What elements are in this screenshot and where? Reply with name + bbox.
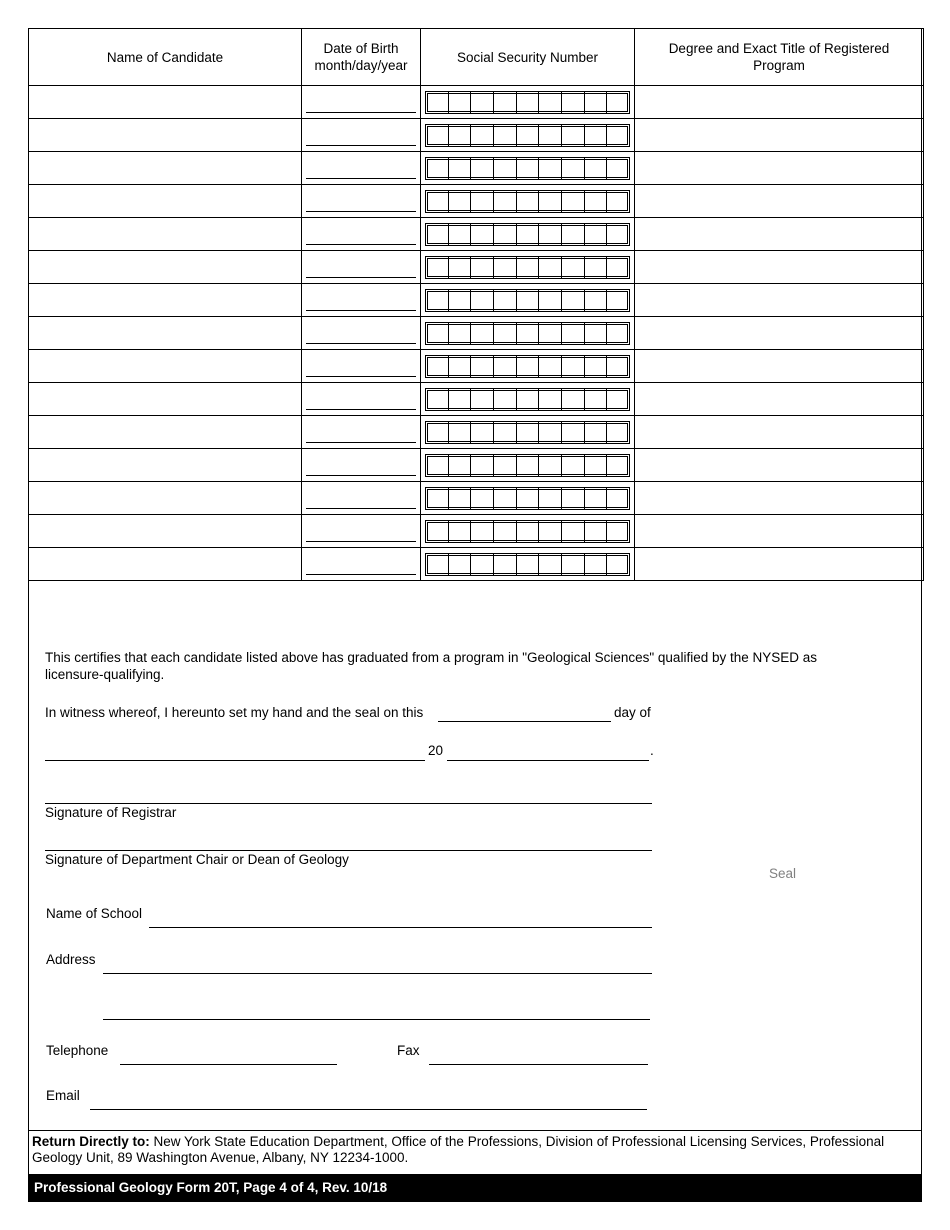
ssn-digit-box[interactable] [449, 356, 472, 377]
ssn-digit-box[interactable] [585, 521, 608, 542]
ssn-digit-boxes [425, 289, 630, 312]
return-label: Return Directly to: [32, 1134, 150, 1149]
ssn-digit-box[interactable] [449, 125, 472, 146]
candidate-name-cell[interactable] [29, 218, 302, 251]
ssn-digit-box[interactable] [471, 422, 494, 443]
degree-cell[interactable] [635, 383, 924, 416]
ssn-digit-box[interactable] [449, 158, 472, 179]
seal-label: Seal [769, 866, 797, 881]
ssn-digit-box[interactable] [539, 290, 562, 311]
dob-cell [302, 218, 421, 251]
ssn-digit-boxes [425, 124, 630, 147]
ssn-digit-box[interactable] [607, 158, 629, 179]
dob-field[interactable] [306, 488, 416, 509]
ssn-digit-box[interactable] [539, 488, 562, 509]
table-row [29, 152, 924, 185]
ssn-digit-box[interactable] [607, 125, 629, 146]
ssn-digit-box[interactable] [426, 323, 449, 344]
ssn-digit-box[interactable] [449, 488, 472, 509]
ssn-digit-boxes [425, 157, 630, 180]
dob-field[interactable] [306, 191, 416, 212]
ssn-digit-box[interactable] [562, 389, 585, 410]
ssn-digit-box[interactable] [494, 224, 517, 245]
ssn-digit-box[interactable] [607, 224, 629, 245]
degree-cell[interactable] [635, 119, 924, 152]
ssn-digit-box[interactable] [585, 356, 608, 377]
ssn-digit-box[interactable] [494, 257, 517, 278]
ssn-digit-box[interactable] [426, 92, 449, 113]
ssn-digit-boxes [425, 223, 630, 246]
ssn-digit-boxes [425, 520, 630, 543]
ssn-cell [421, 515, 635, 548]
certification-statement: This certifies that each candidate listed above has graduated from a program in "Geological Sciences" qualified by the NYSED as licensure-qualifying. [45, 650, 818, 682]
ssn-digit-box[interactable] [494, 389, 517, 410]
ssn-digit-box[interactable] [562, 158, 585, 179]
ssn-digit-box[interactable] [585, 290, 608, 311]
email-field[interactable] [90, 1109, 647, 1110]
ssn-digit-box[interactable] [607, 389, 629, 410]
ssn-digit-box[interactable] [585, 257, 608, 278]
year-field[interactable] [447, 760, 649, 761]
candidate-name-cell[interactable] [29, 515, 302, 548]
ssn-digit-box[interactable] [471, 521, 494, 542]
dob-field[interactable] [306, 224, 416, 245]
ssn-digit-box[interactable] [585, 224, 608, 245]
dob-field[interactable] [306, 257, 416, 278]
ssn-digit-box[interactable] [517, 224, 540, 245]
ssn-digit-box[interactable] [494, 290, 517, 311]
ssn-digit-box[interactable] [471, 290, 494, 311]
ssn-digit-box[interactable] [607, 356, 629, 377]
period: . [650, 743, 654, 758]
ssn-digit-box[interactable] [585, 554, 608, 575]
ssn-digit-box[interactable] [517, 290, 540, 311]
ssn-cell [421, 86, 635, 119]
ssn-digit-box[interactable] [426, 158, 449, 179]
ssn-digit-box[interactable] [426, 488, 449, 509]
registrar-signature-field[interactable] [45, 803, 652, 804]
table-row [29, 284, 924, 317]
dob-field[interactable] [306, 323, 416, 344]
ssn-digit-box[interactable] [607, 92, 629, 113]
ssn-cell [421, 251, 635, 284]
ssn-digit-box[interactable] [471, 92, 494, 113]
table-row [29, 416, 924, 449]
ssn-digit-box[interactable] [517, 191, 540, 212]
table-row [29, 218, 924, 251]
ssn-digit-boxes [425, 91, 630, 114]
ssn-digit-box[interactable] [562, 290, 585, 311]
table-row [29, 86, 924, 119]
ssn-digit-box[interactable] [426, 521, 449, 542]
ssn-digit-box[interactable] [449, 290, 472, 311]
ssn-digit-box[interactable] [426, 356, 449, 377]
table-row [29, 482, 924, 515]
ssn-digit-box[interactable] [494, 125, 517, 146]
ssn-digit-box[interactable] [426, 224, 449, 245]
ssn-digit-box[interactable] [471, 488, 494, 509]
address-field-line2[interactable] [103, 1019, 650, 1020]
ssn-digit-box[interactable] [517, 125, 540, 146]
candidate-name-cell[interactable] [29, 251, 302, 284]
school-name-field[interactable] [149, 927, 652, 928]
candidate-name-cell[interactable] [29, 416, 302, 449]
ssn-digit-box[interactable] [471, 455, 494, 476]
ssn-digit-boxes [425, 487, 630, 510]
ssn-digit-box[interactable] [585, 488, 608, 509]
dob-field[interactable] [306, 455, 416, 476]
ssn-digit-box[interactable] [517, 389, 540, 410]
table-row [29, 548, 924, 581]
ssn-digit-box[interactable] [562, 224, 585, 245]
ssn-digit-box[interactable] [539, 455, 562, 476]
header-dob: Date of Birth month/day/year [302, 29, 421, 86]
ssn-digit-box[interactable] [471, 224, 494, 245]
form-footer: Professional Geology Form 20T, Page 4 of 4, Rev. 10/18 [28, 1174, 922, 1202]
ssn-digit-boxes [425, 553, 630, 576]
ssn-digit-box[interactable] [539, 224, 562, 245]
month-field[interactable] [45, 760, 425, 761]
dob-field[interactable] [306, 158, 416, 179]
candidate-name-cell[interactable] [29, 317, 302, 350]
ssn-digit-box[interactable] [517, 158, 540, 179]
degree-cell[interactable] [635, 251, 924, 284]
degree-cell[interactable] [635, 317, 924, 350]
ssn-digit-box[interactable] [494, 191, 517, 212]
dob-field[interactable] [306, 389, 416, 410]
ssn-digit-box[interactable] [539, 257, 562, 278]
ssn-digit-box[interactable] [517, 455, 540, 476]
ssn-digit-box[interactable] [449, 422, 472, 443]
ssn-digit-box[interactable] [471, 323, 494, 344]
ssn-digit-box[interactable] [494, 356, 517, 377]
table-row [29, 449, 924, 482]
candidate-table [28, 28, 924, 581]
ssn-digit-box[interactable] [607, 257, 629, 278]
candidate-name-cell[interactable] [29, 284, 302, 317]
ssn-digit-boxes [425, 322, 630, 345]
return-address [28, 1130, 922, 1172]
candidate-name-cell[interactable] [29, 185, 302, 218]
ssn-digit-box[interactable] [426, 125, 449, 146]
ssn-digit-box[interactable] [539, 389, 562, 410]
dob-cell [302, 119, 421, 152]
ssn-digit-box[interactable] [585, 125, 608, 146]
ssn-digit-box[interactable] [494, 455, 517, 476]
ssn-digit-boxes [425, 256, 630, 279]
dob-cell [302, 317, 421, 350]
ssn-digit-box[interactable] [517, 323, 540, 344]
ssn-digit-box[interactable] [494, 521, 517, 542]
table-row [29, 251, 924, 284]
degree-cell[interactable] [635, 350, 924, 383]
ssn-digit-box[interactable] [494, 422, 517, 443]
degree-cell[interactable] [635, 218, 924, 251]
table-row [29, 119, 924, 152]
ssn-digit-box[interactable] [426, 554, 449, 575]
ssn-digit-box[interactable] [517, 356, 540, 377]
ssn-digit-box[interactable] [539, 422, 562, 443]
ssn-cell [421, 548, 635, 581]
ssn-digit-box[interactable] [562, 323, 585, 344]
ssn-cell [421, 449, 635, 482]
dob-cell [302, 284, 421, 317]
ssn-digit-box[interactable] [426, 389, 449, 410]
dob-cell [302, 449, 421, 482]
ssn-digit-boxes [425, 454, 630, 477]
dob-field[interactable] [306, 356, 416, 377]
address-field-line1[interactable] [103, 973, 652, 974]
ssn-digit-box[interactable] [449, 224, 472, 245]
dob-cell [302, 482, 421, 515]
ssn-digit-box[interactable] [562, 521, 585, 542]
witness-label: In witness whereof, I hereunto set my hand and the seal on this [45, 705, 424, 720]
chair-signature-label: Signature of Department Chair or Dean of Geology [45, 852, 349, 867]
candidate-name-cell[interactable] [29, 482, 302, 515]
ssn-digit-box[interactable] [517, 554, 540, 575]
dob-cell [302, 515, 421, 548]
ssn-digit-box[interactable] [607, 191, 629, 212]
dob-cell [302, 251, 421, 284]
ssn-cell [421, 119, 635, 152]
dob-field[interactable] [306, 92, 416, 113]
ssn-digit-box[interactable] [449, 455, 472, 476]
year-prefix: 20 [428, 743, 444, 758]
email-label: Email [46, 1088, 80, 1103]
table-header-row [29, 29, 924, 86]
ssn-cell [421, 383, 635, 416]
candidate-name-cell[interactable] [29, 119, 302, 152]
ssn-digit-box[interactable] [539, 158, 562, 179]
ssn-digit-boxes [425, 190, 630, 213]
dob-cell [302, 86, 421, 119]
ssn-digit-box[interactable] [426, 455, 449, 476]
ssn-digit-box[interactable] [517, 92, 540, 113]
candidate-name-cell[interactable] [29, 548, 302, 581]
telephone-field[interactable] [120, 1064, 337, 1065]
fax-field[interactable] [429, 1064, 648, 1065]
ssn-digit-box[interactable] [585, 191, 608, 212]
fax-label: Fax [397, 1043, 420, 1058]
candidate-name-cell[interactable] [29, 383, 302, 416]
ssn-digit-box[interactable] [449, 521, 472, 542]
ssn-digit-box[interactable] [562, 422, 585, 443]
degree-cell[interactable] [635, 86, 924, 119]
ssn-digit-box[interactable] [426, 422, 449, 443]
ssn-cell [421, 152, 635, 185]
ssn-digit-box[interactable] [517, 521, 540, 542]
ssn-digit-box[interactable] [585, 323, 608, 344]
table-row [29, 383, 924, 416]
degree-cell[interactable] [635, 515, 924, 548]
address-label: Address [46, 952, 96, 967]
degree-cell[interactable] [635, 185, 924, 218]
ssn-digit-box[interactable] [562, 455, 585, 476]
degree-cell[interactable] [635, 152, 924, 185]
degree-cell[interactable] [635, 416, 924, 449]
ssn-digit-box[interactable] [426, 191, 449, 212]
ssn-digit-boxes [425, 355, 630, 378]
ssn-digit-box[interactable] [539, 521, 562, 542]
ssn-digit-box[interactable] [607, 422, 629, 443]
school-name-label: Name of School [46, 906, 143, 921]
ssn-digit-box[interactable] [517, 257, 540, 278]
ssn-digit-box[interactable] [471, 191, 494, 212]
ssn-digit-box[interactable] [449, 389, 472, 410]
ssn-digit-box[interactable] [426, 257, 449, 278]
ssn-digit-box[interactable] [471, 554, 494, 575]
ssn-cell [421, 482, 635, 515]
dob-field[interactable] [306, 125, 416, 146]
ssn-digit-box[interactable] [585, 158, 608, 179]
ssn-digit-box[interactable] [471, 356, 494, 377]
ssn-digit-box[interactable] [607, 455, 629, 476]
table-row [29, 317, 924, 350]
header-name: Name of Candidate [29, 29, 302, 86]
ssn-digit-box[interactable] [562, 488, 585, 509]
ssn-digit-box[interactable] [471, 125, 494, 146]
dob-field[interactable] [306, 290, 416, 311]
ssn-digit-box[interactable] [494, 554, 517, 575]
ssn-digit-box[interactable] [539, 191, 562, 212]
chair-signature-field[interactable] [45, 850, 652, 851]
degree-cell[interactable] [635, 482, 924, 515]
dob-field[interactable] [306, 422, 416, 443]
ssn-cell [421, 218, 635, 251]
ssn-digit-box[interactable] [449, 92, 472, 113]
candidate-name-cell[interactable] [29, 86, 302, 119]
dob-cell [302, 383, 421, 416]
ssn-digit-box[interactable] [585, 92, 608, 113]
ssn-cell [421, 416, 635, 449]
ssn-cell [421, 185, 635, 218]
ssn-digit-box[interactable] [539, 323, 562, 344]
return-text: New York State Education Department, Office of the Professions, Division of Professional Licensing Services, Professional Geology Unit, 89 Washington Avenue, Albany, NY 12234-1000. [32, 1134, 885, 1165]
ssn-digit-box[interactable] [585, 389, 608, 410]
ssn-digit-box[interactable] [562, 92, 585, 113]
degree-cell[interactable] [635, 548, 924, 581]
ssn-digit-box[interactable] [517, 422, 540, 443]
ssn-cell [421, 284, 635, 317]
ssn-digit-box[interactable] [449, 323, 472, 344]
dob-field[interactable] [306, 521, 416, 542]
ssn-cell [421, 317, 635, 350]
ssn-digit-box[interactable] [449, 257, 472, 278]
ssn-digit-box[interactable] [585, 422, 608, 443]
dob-cell [302, 152, 421, 185]
telephone-label: Telephone [46, 1043, 109, 1058]
day-field[interactable] [438, 721, 611, 722]
candidate-name-cell[interactable] [29, 350, 302, 383]
header-ssn: Social Security Number [421, 29, 635, 86]
day-of-label: day of [614, 705, 651, 720]
candidate-name-cell[interactable] [29, 152, 302, 185]
ssn-digit-box[interactable] [449, 191, 472, 212]
ssn-digit-box[interactable] [517, 488, 540, 509]
header-degree: Degree and Exact Title of Registered Program [635, 29, 924, 86]
dob-cell [302, 416, 421, 449]
ssn-digit-box[interactable] [562, 125, 585, 146]
dob-cell [302, 548, 421, 581]
ssn-digit-box[interactable] [562, 554, 585, 575]
dob-cell [302, 350, 421, 383]
table-row [29, 185, 924, 218]
candidate-name-cell[interactable] [29, 449, 302, 482]
ssn-digit-box[interactable] [607, 323, 629, 344]
ssn-digit-box[interactable] [494, 92, 517, 113]
ssn-digit-box[interactable] [607, 521, 629, 542]
ssn-cell [421, 350, 635, 383]
ssn-digit-box[interactable] [562, 191, 585, 212]
registrar-signature-label: Signature of Registrar [45, 805, 177, 820]
ssn-digit-box[interactable] [426, 290, 449, 311]
ssn-digit-box[interactable] [607, 290, 629, 311]
table-row [29, 515, 924, 548]
ssn-digit-box[interactable] [494, 323, 517, 344]
ssn-digit-box[interactable] [585, 455, 608, 476]
dob-field[interactable] [306, 554, 416, 575]
table-row [29, 350, 924, 383]
degree-cell[interactable] [635, 284, 924, 317]
ssn-digit-box[interactable] [449, 554, 472, 575]
ssn-digit-box[interactable] [471, 158, 494, 179]
ssn-digit-box[interactable] [562, 356, 585, 377]
ssn-digit-box[interactable] [539, 554, 562, 575]
ssn-digit-box[interactable] [494, 158, 517, 179]
dob-cell [302, 185, 421, 218]
ssn-digit-box[interactable] [494, 488, 517, 509]
degree-cell[interactable] [635, 449, 924, 482]
ssn-digit-box[interactable] [539, 92, 562, 113]
ssn-digit-box[interactable] [607, 488, 629, 509]
ssn-digit-box[interactable] [471, 389, 494, 410]
ssn-digit-box[interactable] [607, 554, 629, 575]
ssn-digit-box[interactable] [562, 257, 585, 278]
ssn-digit-box[interactable] [471, 257, 494, 278]
ssn-digit-box[interactable] [539, 125, 562, 146]
ssn-digit-boxes [425, 421, 630, 444]
ssn-digit-box[interactable] [539, 356, 562, 377]
ssn-digit-boxes [425, 388, 630, 411]
